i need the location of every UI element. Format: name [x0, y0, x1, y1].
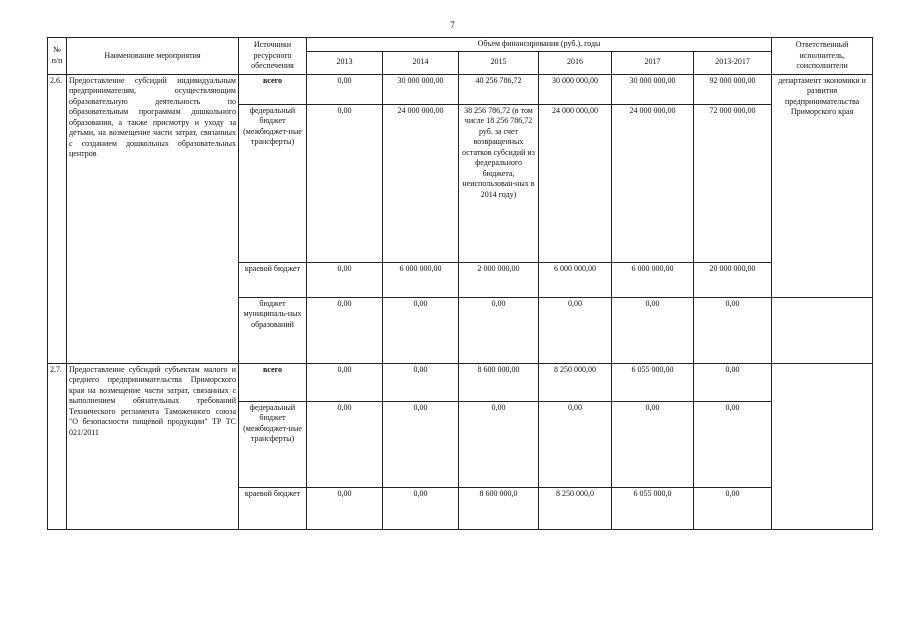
value-cell: 0,00: [307, 401, 383, 487]
source-label: федеральный бюджет (межбюджет-ные трансферты): [239, 104, 307, 262]
value-cell: 6 000 000,00: [383, 262, 459, 297]
header-row: [48, 38, 873, 52]
year-header: 2017: [612, 51, 694, 74]
value-cell: 20 000 000,00: [694, 262, 772, 297]
responsible-cell: [772, 363, 873, 529]
table-row: [48, 363, 873, 401]
value-cell: 0,00: [307, 487, 383, 529]
value-cell: 6 000 000,00: [539, 262, 612, 297]
value-cell: 30 000 000,00: [539, 74, 612, 104]
value-cell: 0,00: [612, 297, 694, 363]
value-cell: 72 000 000,00: [694, 104, 772, 262]
value-cell: 38 256 786,72 (в том числе 18 256 786,72 руб. за счет возвращенных остатков субсидий из федерального бюджета, неиспользован-ных в 2014 году): [459, 104, 539, 262]
value-cell: 0,00: [539, 401, 612, 487]
year-header: 2016: [539, 51, 612, 74]
value-cell: 0,00: [694, 401, 772, 487]
value-cell: 0,00: [694, 297, 772, 363]
value-cell: 8 600 000,0: [459, 487, 539, 529]
page-number: 7: [450, 20, 455, 30]
item-name: Предоставление субсидий субъектам малого и среднего предпринимательства Приморского края на возмещение части затрат, связанных с выполнением обязательных требований Технического регламента Таможенного союза "О безопасности пищевой продукции" ТР ТС 021/2011: [67, 363, 239, 529]
value-cell: 0,00: [539, 297, 612, 363]
source-label: всего: [239, 74, 307, 104]
value-cell: 40 256 786,72: [459, 74, 539, 104]
value-cell: 6 055 000,00: [612, 363, 694, 401]
value-cell: 8 250 000,0: [539, 487, 612, 529]
source-label: краевой бюджет: [239, 262, 307, 297]
value-cell: 6 055 000,0: [612, 487, 694, 529]
value-cell: 30 000 000,00: [383, 74, 459, 104]
value-cell: 8 600 000,00: [459, 363, 539, 401]
source-label: краевой бюджет: [239, 487, 307, 529]
year-header: 2014: [383, 51, 459, 74]
responsible-cell-empty: [772, 297, 873, 363]
source-label: бюджет муниципаль-ных образований: [239, 297, 307, 363]
value-cell: 24 000 000,00: [612, 104, 694, 262]
value-cell: 0,00: [307, 363, 383, 401]
value-cell: 0,00: [307, 262, 383, 297]
value-cell: 0,00: [383, 297, 459, 363]
item-number: 2.7.: [48, 363, 67, 529]
value-cell: 30 000 000,00: [612, 74, 694, 104]
value-cell: 0,00: [459, 297, 539, 363]
item-number: 2.6.: [48, 74, 67, 363]
value-cell: 2 000 000,00: [459, 262, 539, 297]
value-cell: 8 250 000,00: [539, 363, 612, 401]
value-cell: 0,00: [383, 401, 459, 487]
value-cell: 0,00: [307, 74, 383, 104]
col-name-header: Наименование мероприятия: [67, 38, 239, 75]
value-cell: 0,00: [383, 363, 459, 401]
value-cell: 0,00: [307, 297, 383, 363]
col-sources-header: Источники ресурсного обеспечения: [239, 38, 307, 75]
value-cell: 24 000 000,00: [383, 104, 459, 262]
value-cell: 0,00: [612, 401, 694, 487]
col-responsible-header: Ответственный исполнитель, соисполнители: [772, 38, 873, 75]
table-row: [48, 74, 873, 104]
value-cell: 6 000 000,00: [612, 262, 694, 297]
value-cell: 0,00: [459, 401, 539, 487]
year-header: 2013: [307, 51, 383, 74]
value-cell: 24 000 000,00: [539, 104, 612, 262]
year-header: 2013-2017: [694, 51, 772, 74]
value-cell: 0,00: [694, 487, 772, 529]
value-cell: 0,00: [383, 487, 459, 529]
source-label: всего: [239, 363, 307, 401]
col-funding-header: Объем финансирования (руб.), годы: [307, 38, 772, 52]
funding-table: [47, 37, 873, 530]
year-header: 2015: [459, 51, 539, 74]
value-cell: 0,00: [694, 363, 772, 401]
value-cell: 0,00: [307, 104, 383, 262]
value-cell: 92 000 000,00: [694, 74, 772, 104]
source-label: федеральный бюджет (межбюджет-ные трансферты): [239, 401, 307, 487]
col-num-header: № п/п: [48, 38, 67, 75]
responsible-cell: департамент экономики и развития предпринимательства Приморского края: [772, 74, 873, 297]
item-name: Предоставление субсидий индивидуальным предпринимателям, осуществляющим образовательную деятельность по образовательным программам дошкольного образования, а также присмотру и уходу за детьми, на возмещение части затрат, связанных с созданием дошкольных образовательных центров: [67, 74, 239, 363]
